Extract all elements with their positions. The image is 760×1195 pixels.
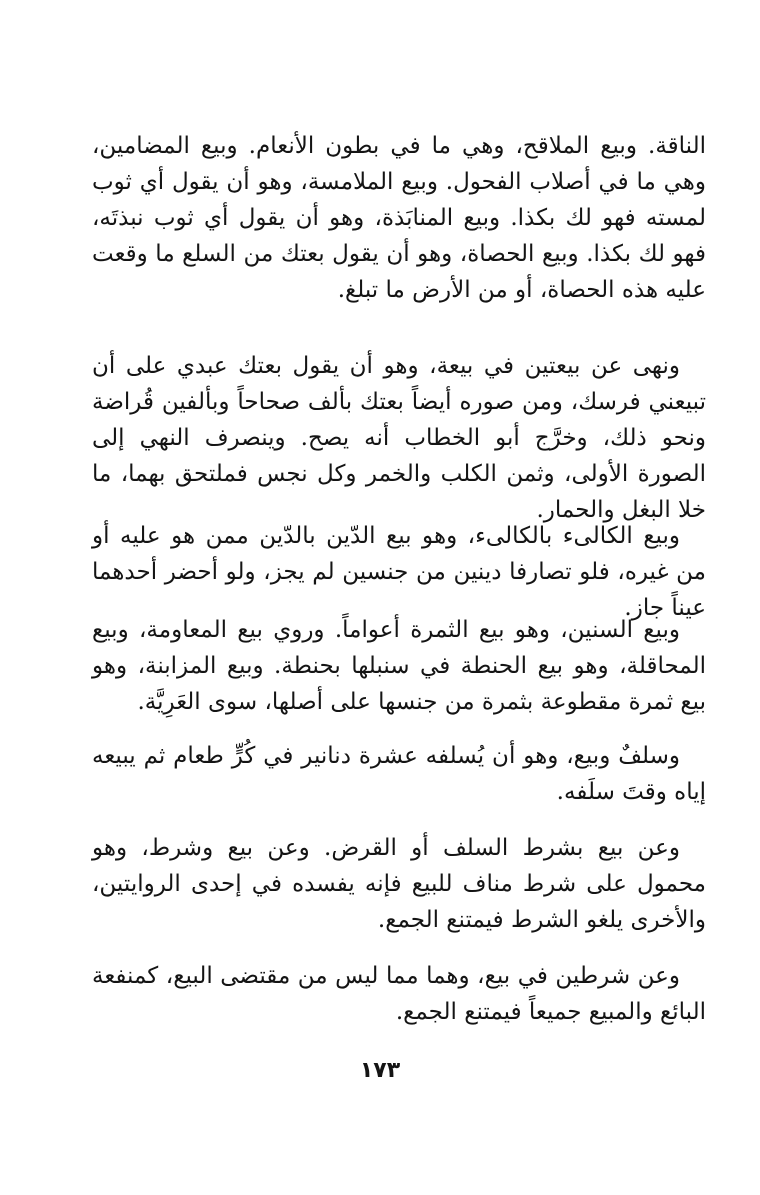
- paragraph-1: الناقة. وبيع الملاقح، وهي ما في بطون الأنعام. وبيع المضامين، وهي ما في أصلاب الفحول. وبيع الملامسة، وهو أن يقول أي ثوب لمسته فهو لك بكذا. وبيع المنابَذة، وهو أن يقول أي ثوب نبذتَه، فهو لك بكذا. وبيع الحصاة، وهو أن يقول بعتك من السلع ما وقعت عليه هذه الحصاة، أو من الأرض ما تبلغ.: [92, 133, 707, 303]
- page-number: ١٧٣: [359, 1058, 401, 1083]
- paragraph-4: وبيع السنين، وهو بيع الثمرة أعواماً. وروي بيع المعاومة، وبيع المحاقلة، وهو بيع الحنطة في سنبلها بحنطة. وبيع المزابنة، وهو بيع ثمرة مقطوعة بثمرة من جنسها على أصلها، سوى العَرِيَّة.: [92, 617, 706, 715]
- paragraph-7: وعن شرطين في بيع، وهما مما ليس من مقتضى البيع، كمنفعة البائع والمبيع جميعاً فيمتنع الجمع.: [92, 963, 706, 1025]
- paragraph-3: وبيع الكالىء بالكالىء، وهو بيع الدّين بالدّين ممن هو عليه أو من غيره، فلو تصارفا دينين من جنسين لم يجز، ولو أحضر أحدهما عيناً جاز.: [92, 523, 706, 621]
- paragraph-5: وسلفٌ وبيع، وهو أن يُسلفه عشرة دنانير في كُرٍّ طعام ثم يبيعه إياه وقتَ سلَفه.: [92, 743, 706, 805]
- paragraph-2: ونهى عن بيعتين في بيعة، وهو أن يقول بعتك عبدي على أن تبيعني فرسك، ومن صوره أيضاً بعتك بألف صحاحاً وبألفين قُراضة ونحو ذلك، وخرَّج أبو الخطاب أنه يصح. وينصرف النهي إلى الصورة الأولى، وثمن الكلب والخمر وكل نجس فملتحق بهما، ما خلا البغل والحمار.: [92, 353, 706, 523]
- paragraph-6: وعن بيع بشرط السلف أو القرض. وعن بيع وشرط، وهو محمول على شرط مناف للبيع فإنه يفسده في إحدى الروايتين، والأخرى يلغو الشرط فيمتنع الجمع.: [92, 835, 706, 933]
